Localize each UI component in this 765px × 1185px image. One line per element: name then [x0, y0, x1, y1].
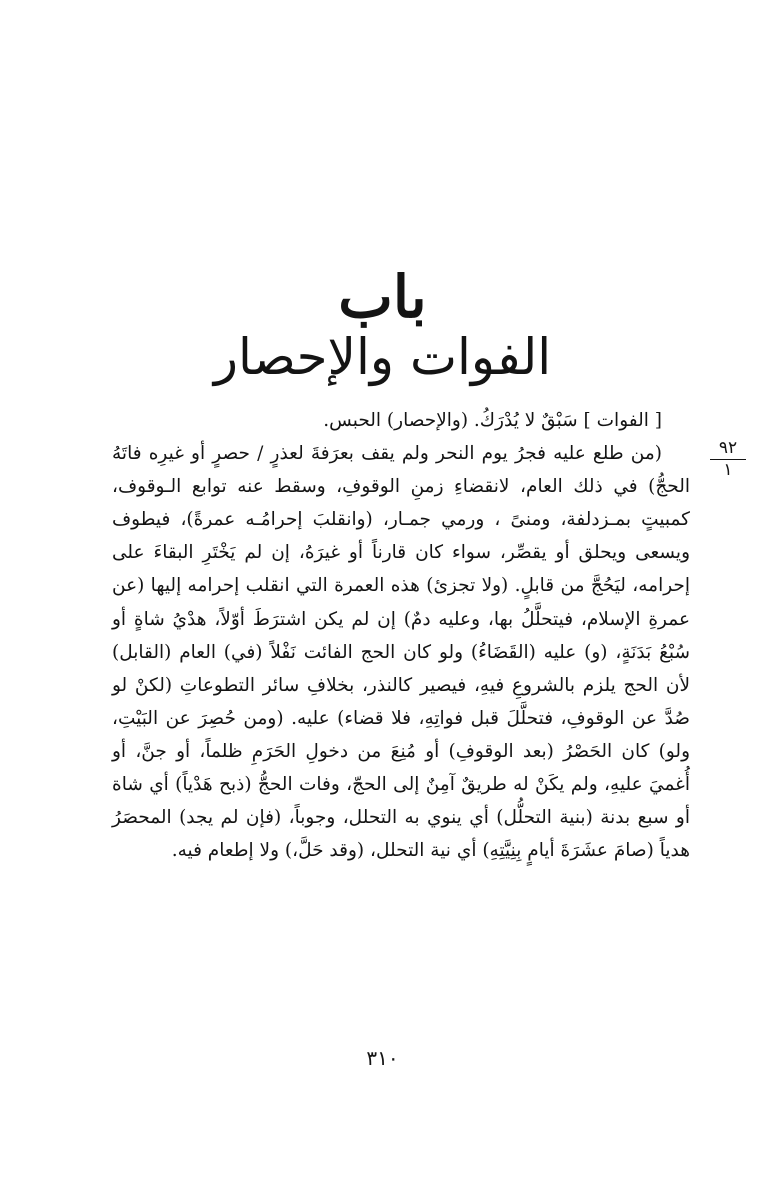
- chapter-heading: [150, 262, 615, 390]
- main-paragraph: (من طلع عليه فجرُ يوم النحر ولم يقف بعرَفةَ لعذرٍ / حصرٍ أو غيرِه فاتَهُ الحجُّ) في ذلك العام، لانقضاءِ زمنِ الوقوفِ، وسقط عنه توابع الـوقوف، كمبيتٍ بمـزدلفة، ومنىً ، ورمي جمـار، (وانقلبَ إحرامُـه عمرةً)، فيطوف ويسعى ويحلق أو يقصِّر، سواء كان قارناً أو غيرَهُ، إن لم يَخْتَرِ البقاءَ على إحرامه، ليَحُجَّ من قابلٍ. (ولا تجزئ) هذه العمرة التي انقلب إحرامه إليها (عن عمرةِ الإسلام، فيتحلَّلُ بها، وعليه دمٌ) إن لم يكن اشترَطَ أوّلاً، هدْيُ شاةٍ أو سُبْعُ بَدَنَةٍ، (و) عليه (القَضَاءُ) ولو كان الحج الفائت نَفْلاً (في) العام (القابل) لأن الحج يلزم بالشروعِ فيهِ، فيصير كالنذر، بخلافِ سائر التطوعاتِ (لكنْ لو صُدَّ عن الوقوفِ، فتحلَّلَ قبل فواتِهِ، فلا قضاء) عليه. (ومن حُصِرَ عن البَيْتِ، ولو) كان الحَصْرُ (بعد الوقوفِ) أو مُنِعَ من دخولِ الحَرَمِ ظلماً، أو جنَّ، أو أُغميَ عليهِ، ولم يكَنْ له طريقٌ آمِنٌ إلى الحجّ، وفات الحجُّ (ذبح هَدْياً) أي شاة أو سبع بدنة (بنية التحلُّل) أي ينوي به التحلل، وجوباً، (فإن لم يجد) المحصَرُ هدياً (صامَ عشَرَةَ أيامٍ بِنِيَّتِهِ) أي نية التحلل، (وقد حَلَّ،) ولا إطعام فيه.: [112, 443, 690, 862]
- margin-reference-denominator: ١: [723, 460, 733, 480]
- margin-page-reference: [710, 440, 746, 479]
- margin-reference-numerator: ٩٢: [710, 440, 746, 460]
- chapter-title: الفوات والإحصار: [213, 328, 552, 386]
- definition-paragraph: [ الفوات ] سَبْقٌ لا يُدْرَكُ. (والإحصار) الحبس.: [323, 410, 662, 431]
- page-number: ٣١٠: [366, 1046, 399, 1070]
- body-text: [112, 404, 690, 867]
- chapter-word: باب: [338, 263, 427, 331]
